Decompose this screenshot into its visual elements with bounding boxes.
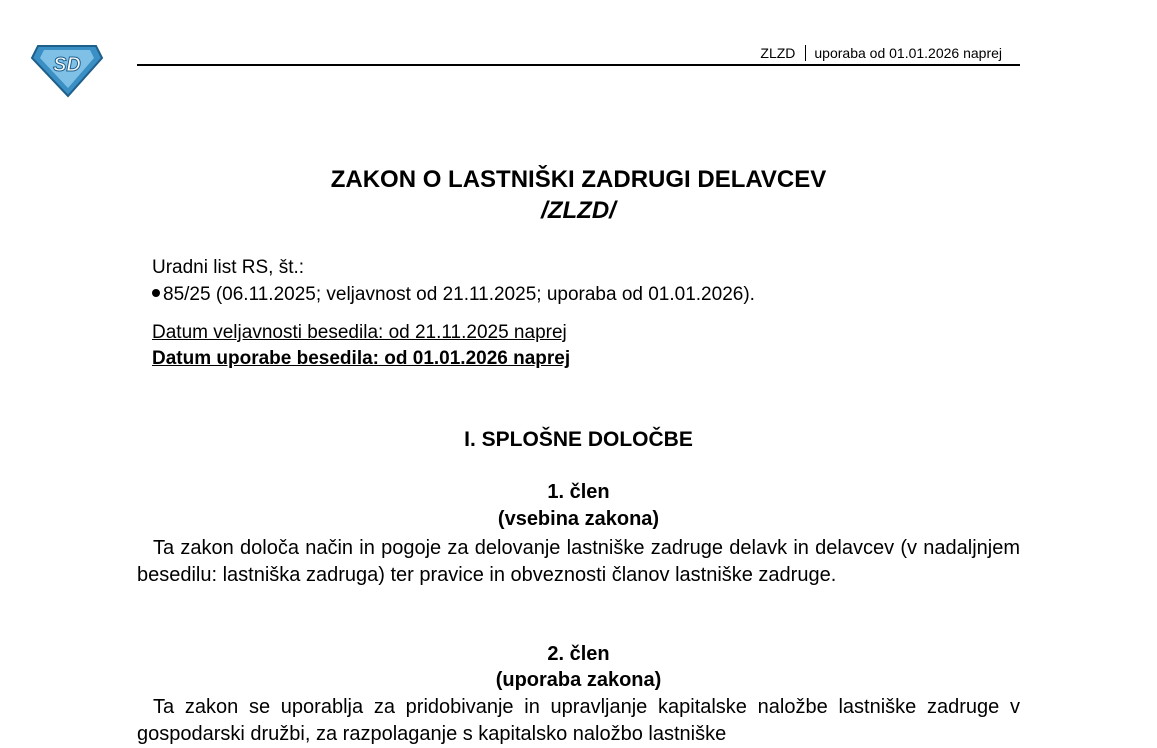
validity-date: Datum veljavnosti besedila: od 21.11.2025 naprej [152, 322, 567, 343]
law-abbreviation: /ZLZD/ [541, 197, 616, 224]
article-number: 1. člen [547, 481, 610, 503]
article-text: Ta zakon določa način in pogoje za delovanje lastniške zadruge delavk in delavcev (v nadaljnjem besedilu: lastniška zadruga) ter pravice in obveznosti članov lastniške zadruge. [137, 537, 1020, 586]
chapter-heading: I. SPLOŠNE DOLOČBE [464, 428, 693, 451]
running-header [760, 45, 1002, 61]
law-title: ZAKON O LASTNIŠKI ZADRUGI DELAVCEV [330, 166, 827, 193]
sd-logo-icon [30, 40, 104, 98]
header-rule [137, 64, 1020, 66]
bullet-icon [152, 289, 160, 297]
article-text: Ta zakon se uporablja za pridobivanje in upravljanje kapitalske naložbe lastniške zadruge v gospodarski družbi, za razpolaganje s kapitalsko naložbo lastniške [137, 696, 1020, 745]
usage-date: Datum uporabe besedila: od 01.01.2026 naprej [152, 348, 571, 369]
gazette-entry-text: 85/25 (06.11.2025; veljavnost od 21.11.2025; uporaba od 01.01.2026). [163, 284, 755, 305]
article-title: (vsebina zakona) [497, 508, 660, 530]
gazette-label: Uradni list RS, št.: [152, 257, 305, 278]
gazette-entry [152, 284, 755, 306]
header-abbrev: ZLZD [760, 45, 796, 61]
header-usage: uporaba od 01.01.2026 naprej [814, 45, 1002, 61]
article-title: (uporaba zakona) [495, 669, 662, 691]
header-separator [805, 45, 806, 61]
svg-text:SD: SD [53, 54, 81, 76]
article-number: 2. člen [547, 643, 610, 665]
